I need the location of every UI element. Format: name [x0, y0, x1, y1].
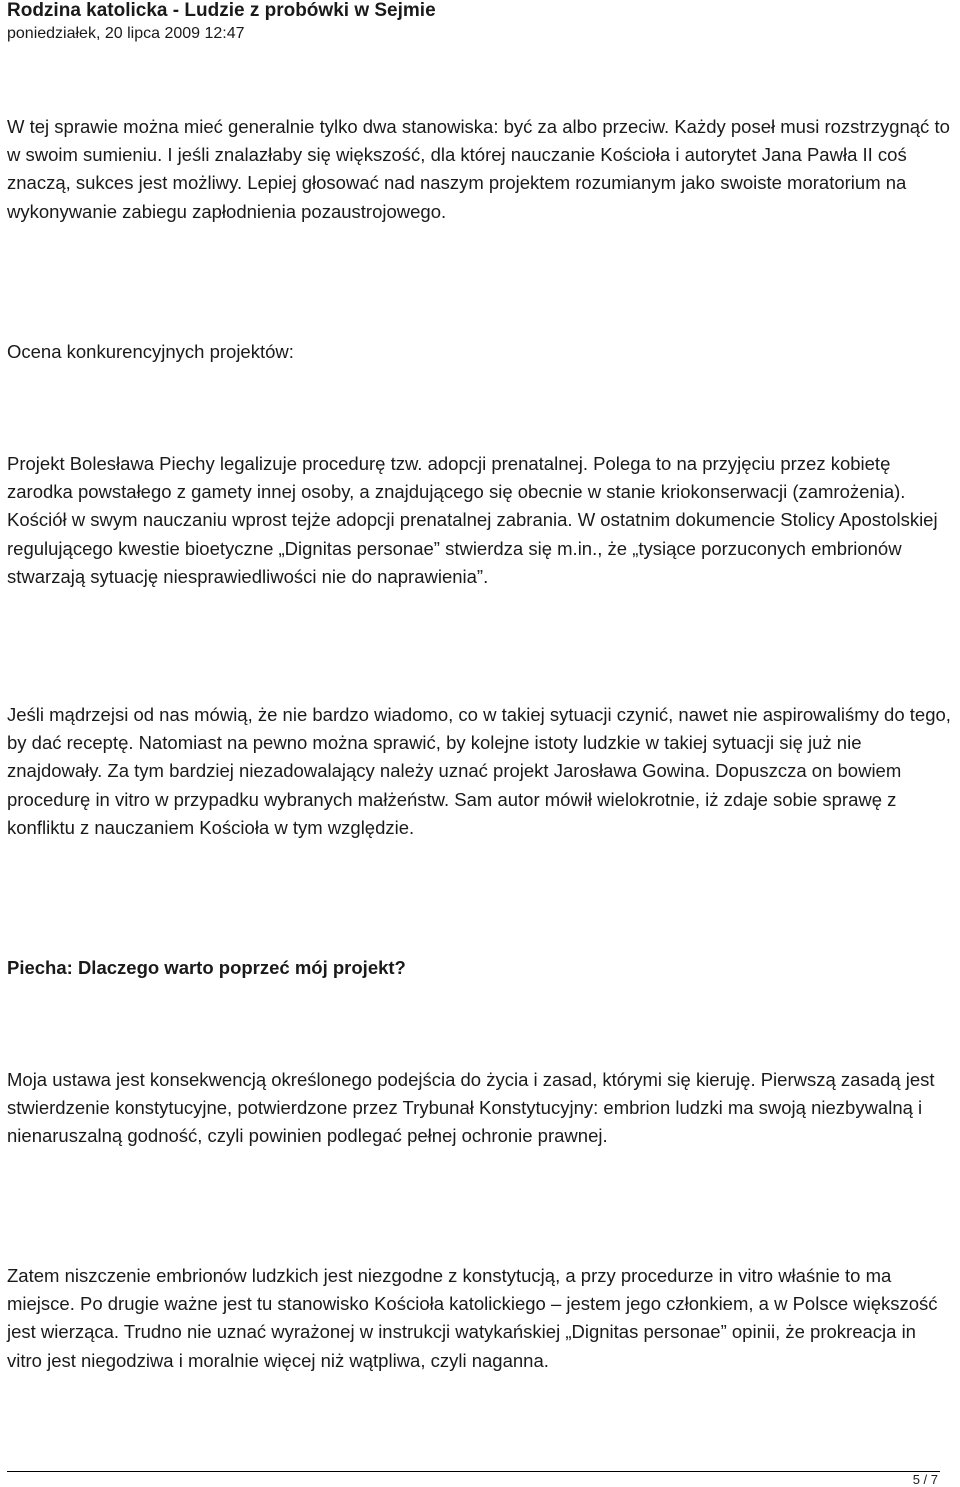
paragraph-6-text: Zatem niszczenie embrionów ludzkich jest niezgodne z konstytucją, a przy procedurze in vitro właśnie to ma miejsce. Po drugie ważne jest tu stanowisko Kościoła katolickiego – jestem jego członkiem, a w Polsce większość jest wierząca. Trudno nie uznać wyrażonej w instrukcji watykańskiej „Dignitas personae” opinii, że prokreacja in vitro jest niegodziwa i moralnie więcej niż wątpliwa, czyli naganna. — [7, 1265, 938, 1371]
document-date: poniedziałek, 20 lipca 2009 12:47 — [7, 25, 245, 42]
paragraph-5-text: Moja ustawa jest konsekwencją określonego podejścia do życia i zasad, którymi się kieruję. Pierwszą zasadą jest stwierdzenie konstytucyjne, potwierdzone przez Trybunał Konstytucyjny: embrion ludzki ma swoją niezbywalną i nienaruszalną godność, czyli powinien podlegać pełnej ochronie prawnej. — [7, 1069, 935, 1147]
paragraph-3 — [7, 450, 953, 591]
footer-divider — [7, 1471, 940, 1472]
section-heading — [7, 954, 953, 982]
paragraph-2 — [7, 338, 953, 366]
paragraph-4 — [7, 701, 953, 842]
paragraph-1-text: W tej sprawie można mieć generalnie tylko dwa stanowiska: być za albo przeciw. Każdy poseł musi rozstrzygnąć to w swoim sumieniu. I jeśli znalazłaby się większość, dla której nauczanie Kościoła i autorytet Jana Pawła II coś znaczą, sukces jest możliwy. Lepiej głosować nad naszym projektem rozumianym jako swoiste moratorium na wykonywanie zabiegu zapłodnienia pozaustrojowego. — [7, 116, 950, 222]
paragraph-5 — [7, 1066, 953, 1151]
section-heading-text: Piecha: Dlaczego warto poprzeć mój projekt? — [7, 957, 406, 978]
section-intro-text: Ocena konkurencyjnych projektów: — [7, 341, 294, 362]
paragraph-4-text: Jeśli mądrzejsi od nas mówią, że nie bardzo wiadomo, co w takiej sytuacji czynić, nawet nie aspirowaliśmy do tego, by dać receptę. Natomiast na pewno można sprawić, by kolejne istoty ludzkie w takiej sytuacji się już nie znajdowały. Za tym bardziej niezadowalający należy uznać projekt Jarosława Gowina. Dopuszcza on bowiem procedurę in vitro w przypadku wybranych małżeństw. Sam autor mówił wielokrotnie, iż zdaje sobie sprawę z konfliktu z nauczaniem Kościoła w tym względzie. — [7, 704, 951, 838]
page-number: 5 / 7 — [912, 1472, 938, 1487]
paragraph-6 — [7, 1262, 953, 1375]
paragraph-3-text: Projekt Bolesława Piechy legalizuje procedurę tzw. adopcji prenatalnej. Polega to na przyjęciu przez kobietę zarodka powstałego z gamety innej osoby, a znajdującego się obecnie w stanie kriokonserwacji (zamrożenia). Kościół w swym nauczaniu wprost tejże adopcji prenatalnej zabrania. W ostatnim dokumencie Stolicy Apostolskiej regulującego kwestie bioetyczne „Dignitas personae” stwierdza się m.in., że „tysiące porzuconych embrionów stwarzają sytuację niesprawiedliwości nie do naprawienia”. — [7, 453, 938, 587]
document-title: Rodzina katolicka - Ludzie z probówki w Sejmie — [7, 0, 436, 21]
paragraph-1 — [7, 113, 953, 226]
